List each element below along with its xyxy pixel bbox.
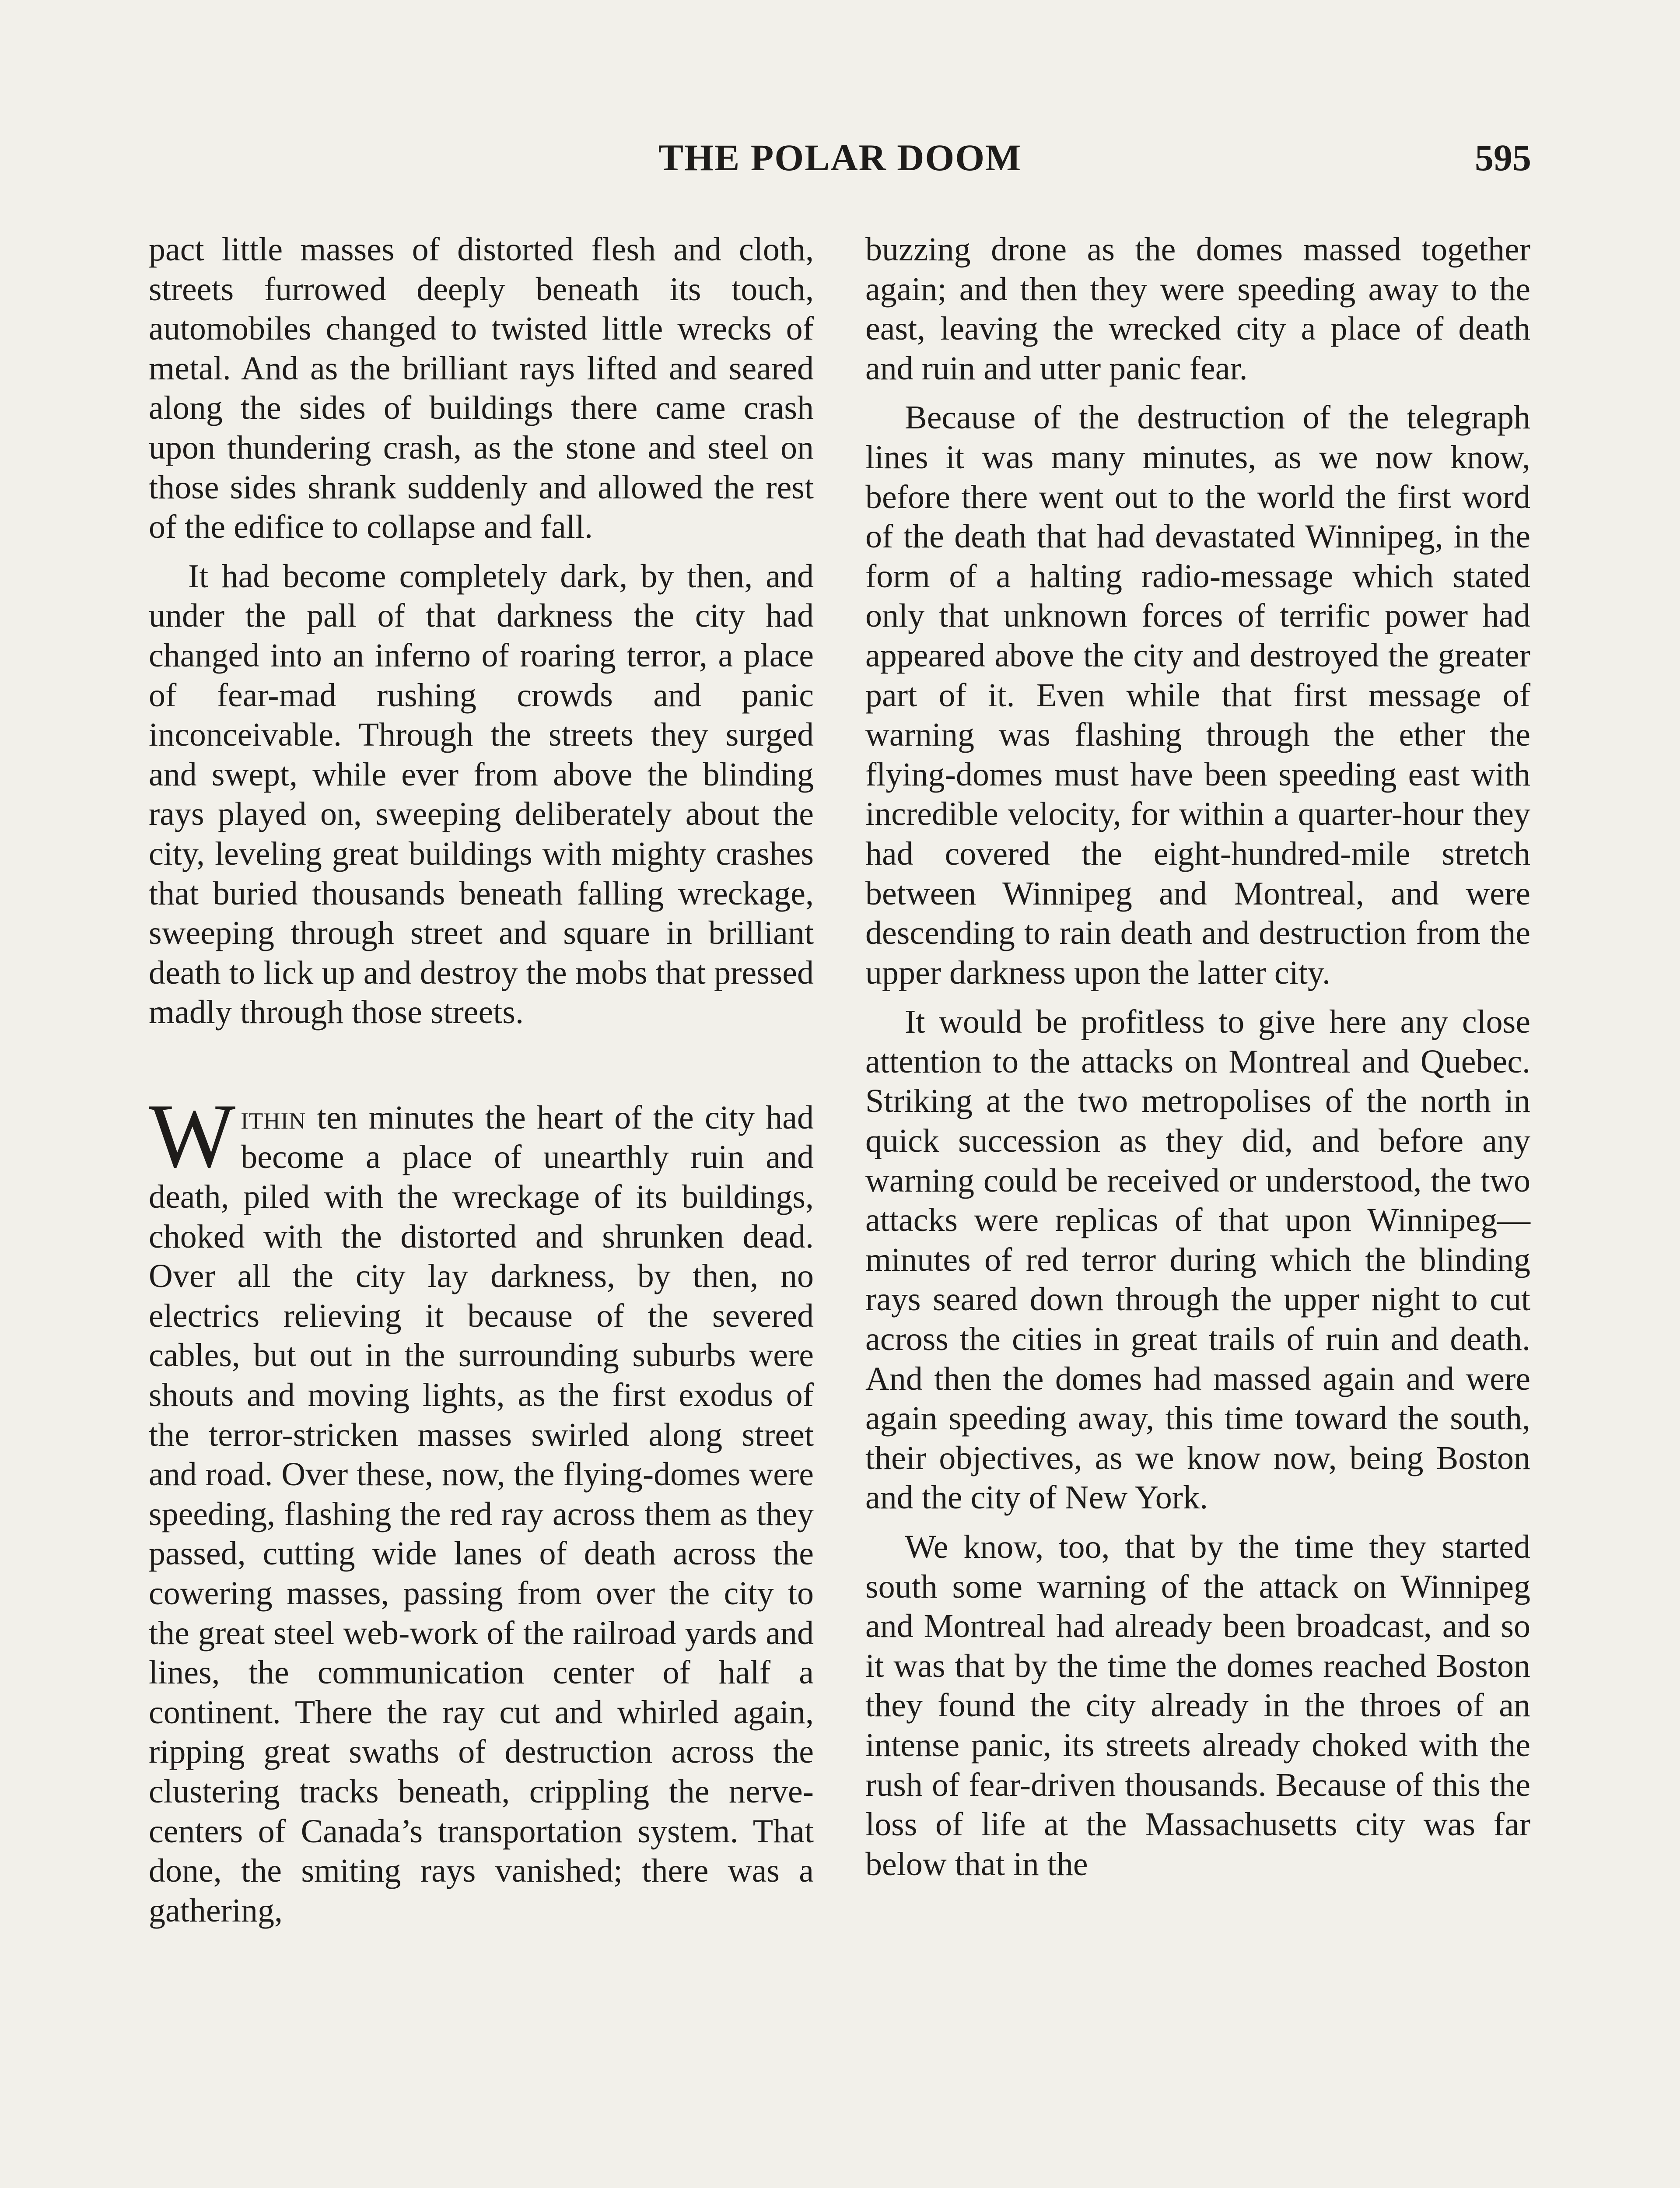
right-column [865, 230, 1530, 1884]
paragraph [149, 1085, 814, 1930]
running-title: THE POLAR DOOM [658, 137, 1022, 179]
section-break [149, 1032, 814, 1098]
paragraph: Because of the destruction of the telegraph lines it was many minutes, as we now know, before there went out to the world the first word of the death that had devastated Winnipeg, in the form of a halting radio-message which stated only that unknown forces of terrific power had appeared above the city and destroyed the greater part of it. Even while that first message of warning was flashing through the ether the flying-domes must have been speeding east with incredible velocity, for within a quarter-hour they had covered the eight-hundred-mile stretch between Winnipeg and Montreal, and were descending to rain death and destruction from the upper darkness upon the latter city. [865, 399, 1530, 991]
small-caps-lead: ithin [241, 1099, 306, 1136]
paragraph: pact little masses of distorted flesh and cloth, streets furrowed deeply beneath its touch, automobiles changed to twisted little wrecks of metal. And as the brilliant rays lifted and seared along the sides of buildings there came crash upon thundering crash, as the stone and steel on those sides shrank suddenly and allowed the rest of the edifice to collapse and fall. [149, 231, 814, 546]
left-column [149, 230, 814, 1930]
paragraph-text: ten minutes the heart of the city had become a place of unearthly ruin and death, piled with the wreckage of its buildings, choked with the distorted and shrunken dead. Over all the city lay darkness, by then, no electrics relieving it because of the severed cables, but out in the surrounding suburbs were shouts and moving lights, as the first exodus of the terror-stricken masses swirled along street and road. Over these, now, the flying-domes were speeding, flashing the red ray across them as they passed, cutting wide lanes of death across the cowering masses, passing from over the city to the great steel web-work of the railroad yards and lines, the communication center of half a continent. There the ray cut and whirled again, ripping great swaths of destruction across the clustering tracks beneath, crippling the nerve-centers of Canada’s transportation system. That done, the smiting rays vanished; there was a gathering, [149, 1099, 814, 1929]
running-header [149, 127, 1531, 188]
paragraph: We know, too, that by the time they started south some warning of the attack on Winnipeg and Montreal had already been broadcast, and so it was that by the time the domes reached Boston they found the city already in the throes of an intense panic, its streets already choked with the rush of fear-driven thousands. Because of this the loss of life at the Massachusetts city was far below that in the [865, 1529, 1530, 1883]
page-number: 595 [1475, 137, 1531, 179]
paragraph: It would be profitless to give here any close attention to the attacks on Montreal and Quebec. Striking at the two metropolises of the north in quick succession as they did, and before any warning could be received or understood, the two attacks were replicas of that upon Winnipeg—minutes of red terror during which the blinding rays seared down through the upper night to cut across the cities in great trails of ruin and death. And then the domes had massed again and were again speeding away, this time toward the south, their objectives, as we know now, being Boston and the city of New York. [865, 1003, 1530, 1516]
paragraph: It had become completely dark, by then, and under the pall of that darkness the city had changed into an inferno of roaring terror, a place of fear-mad rushing crowds and panic inconceivable. Through the streets they surged and swept, while ever from above the blinding rays played on, sweeping deliberately about the city, leveling great buildings with mighty crashes that buried thousands beneath falling wreckage, sweeping through street and square in brilliant death to lick up and destroy the mobs that pressed madly through those streets. [149, 558, 814, 1031]
drop-cap: W [149, 1085, 236, 1187]
paragraph: buzzing drone as the domes massed together again; and then they were speeding away to the east, leaving the wrecked city a place of death and ruin and utter panic fear. [865, 231, 1530, 387]
